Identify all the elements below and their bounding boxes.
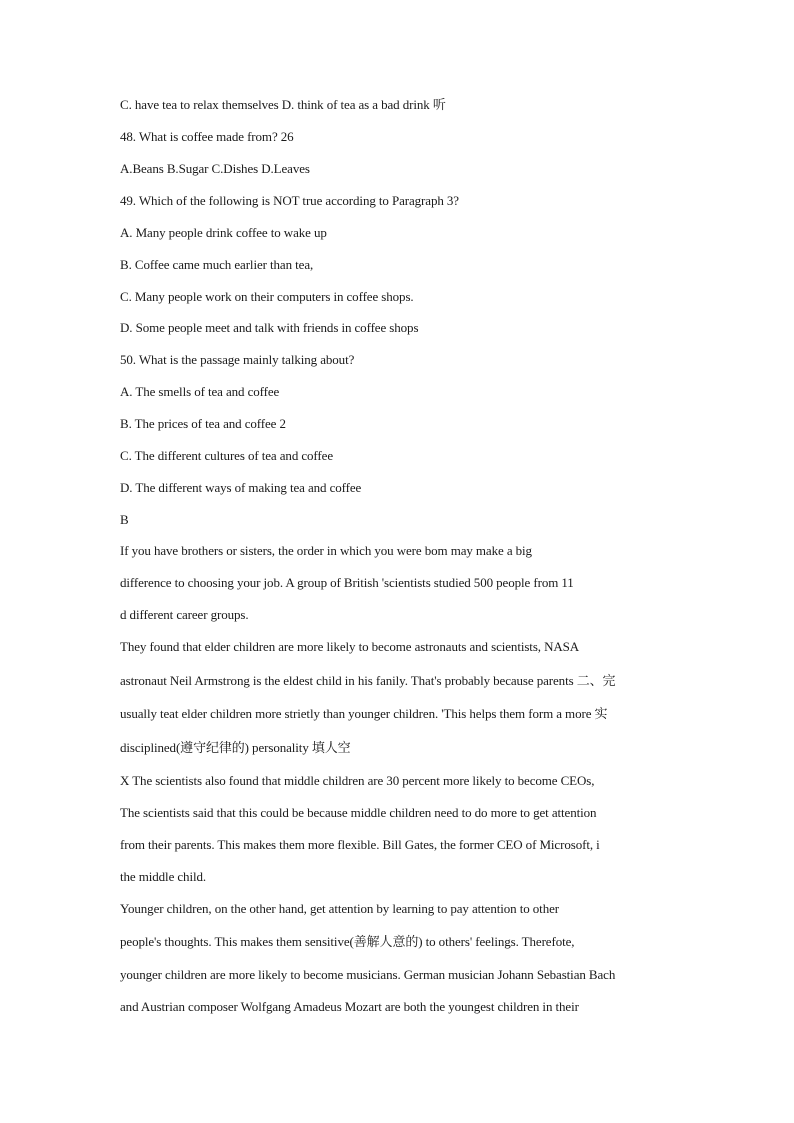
section-label: B: [120, 512, 129, 527]
text-line: C. The different cultures of tea and coffee: [120, 448, 333, 463]
text-line: The scientists said that this could be because middle children need to do more to get attention: [120, 805, 597, 820]
text-line: B. Coffee came much earlier than tea,: [120, 257, 314, 272]
text-line: 49. Which of the following is NOT true according to Paragraph 3?: [120, 193, 459, 208]
text-line: A.Beans B.Sugar C.Dishes D.Leaves: [120, 161, 310, 176]
text-line: usually teat elder children more strietly than younger children. 'This helps them form a more 实: [120, 706, 608, 721]
text-line: If you have brothers or sisters, the order in which you were bom may make a big: [120, 543, 532, 558]
text-line: X The scientists also found that middle children are 30 percent more likely to become CEOs,: [120, 773, 595, 788]
text-line: and Austrian composer Wolfgang Amadeus Mozart are both the youngest children in their: [120, 999, 579, 1014]
text-line: A. The smells of tea and coffee: [120, 384, 280, 399]
text-line: people's thoughts. This makes them sensitive(善解人意的) to others' feelings. Therefote,: [120, 934, 575, 949]
text-line: disciplined(遵守纪律的) personality 填人空: [120, 740, 351, 755]
text-line: d different career groups.: [120, 607, 249, 622]
text-line: 48. What is coffee made from? 26: [120, 129, 294, 144]
text-line: younger children are more likely to become musicians. German musician Johann Sebastian Bach: [120, 967, 616, 982]
text-line: A. Many people drink coffee to wake up: [120, 225, 327, 240]
text-line: from their parents. This makes them more flexible. Bill Gates, the former CEO of Microsoft, i: [120, 837, 600, 852]
text-line: D. Some people meet and talk with friends in coffee shops: [120, 320, 419, 335]
text-line: C. Many people work on their computers in coffee shops.: [120, 289, 414, 304]
text-line: Younger children, on the other hand, get attention by learning to pay attention to other: [120, 901, 559, 916]
text-line: 50. What is the passage mainly talking about?: [120, 352, 355, 367]
text-line: B. The prices of tea and coffee 2: [120, 416, 286, 431]
text-line: astronaut Neil Armstrong is the eldest child in his fanily. That's probably because parents 二、完: [120, 673, 616, 688]
text-line: They found that elder children are more likely to become astronauts and scientists, NASA: [120, 639, 580, 654]
text-line: C. have tea to relax themselves D. think of tea as a bad drink 听: [120, 97, 446, 112]
text-line: D. The different ways of making tea and coffee: [120, 480, 362, 495]
text-line: difference to choosing your job. A group of British 'scientists studied 500 people from 11: [120, 575, 574, 590]
text-line: the middle child.: [120, 869, 207, 884]
